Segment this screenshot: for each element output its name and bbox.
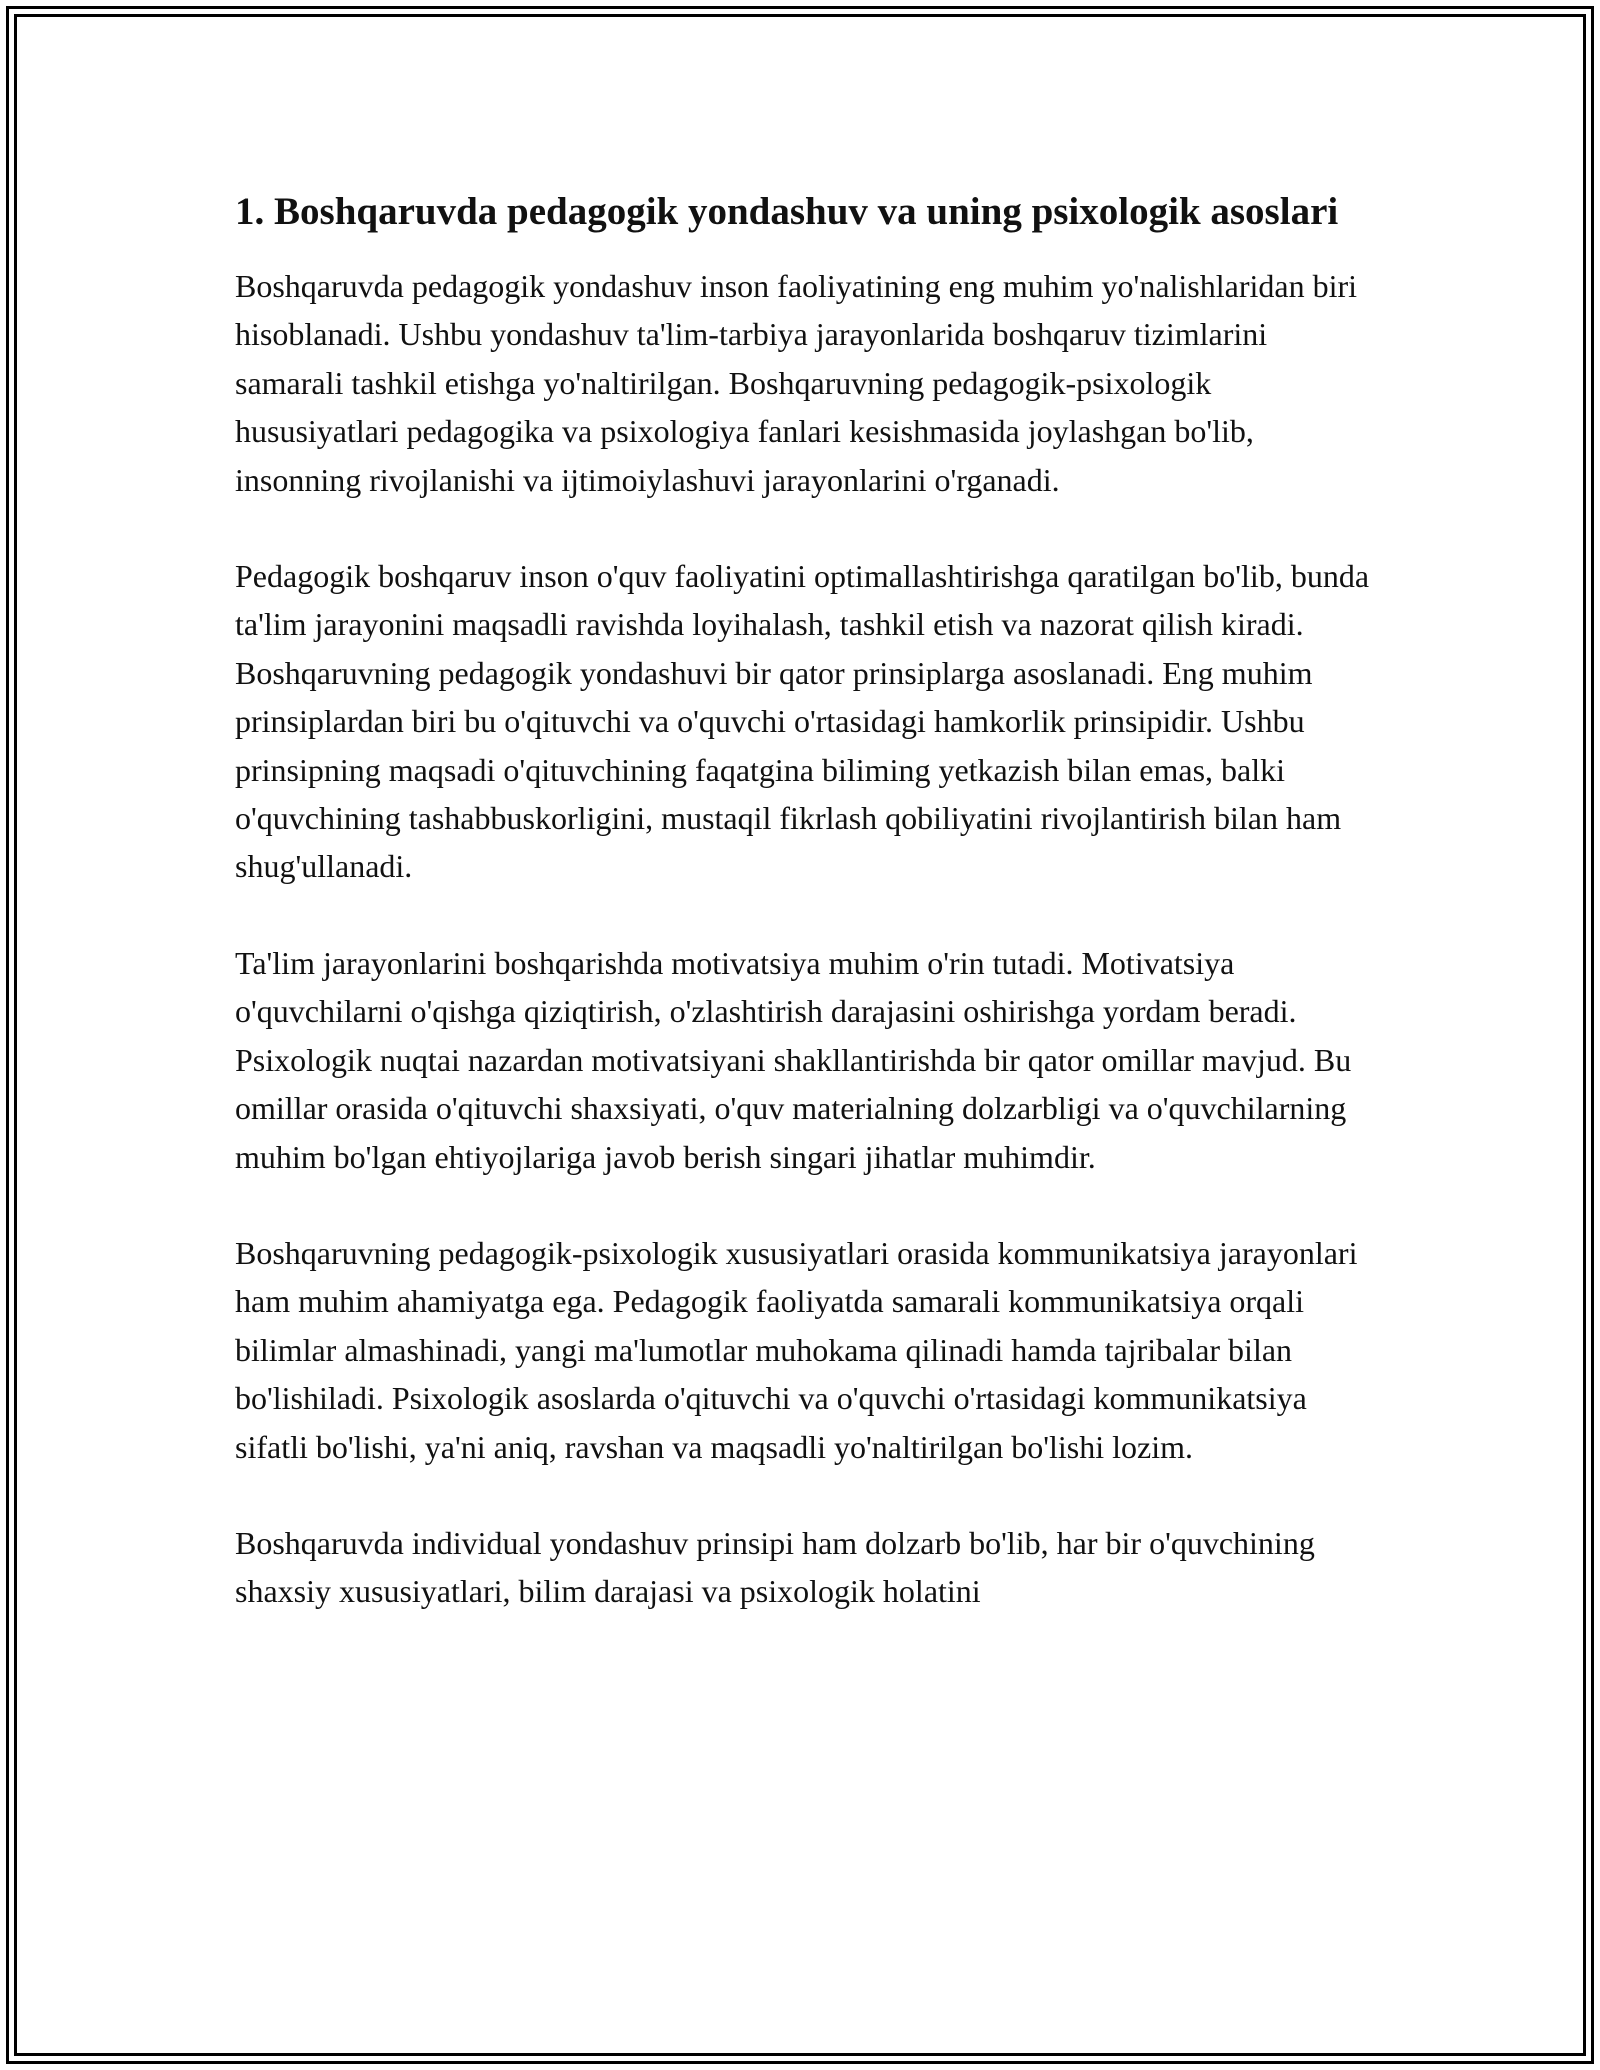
paragraph: Boshqaruvda pedagogik yondashuv inson faoliyatining eng muhim yo'nalishlaridan biri hisoblanadi. Ushbu yondashuv ta'lim-tarbiya jarayonlarida boshqaruv tizimlarini samarali tashkil etishga yo'naltirilgan. Boshqaruvning pedagogik-psixologik hususiyatlari pedagogika va psixologiya fanlari kesishmasida joylashgan bo'lib, insonning rivojlanishi va ijtimoiylashuvi jarayonlarini o'rganadi.	[235, 268, 1358, 498]
paragraph: Ta'lim jarayonlarini boshqarishda motivatsiya muhim o'rin tutadi. Motivatsiya o'quvchilarni o'qishga qiziqtirish, o'zlashtirish darajasini oshirishga yordam beradi. Psixologik nuqtai nazardan motivatsiyani shakllantirishda bir qator omillar mavjud. Bu omillar orasida o'qituvchi shaxsiyati, o'quv materialning dolzarbligi va o'quvchilarning muhim bo'lgan ehtiyojlariga javob berish singari jihatlar muhimdir.	[235, 944, 1352, 1175]
section-heading: 1. Boshqaruvda pedagogik yondashuv va uning psixologik asoslari	[235, 190, 1339, 233]
paragraph: Boshqaruvning pedagogik-psixologik xususiyatlari orasida kommunikatsiya jarayonlari ham muhim ahamiyatga ega. Pedagogik faoliyatda samarali kommunikatsiya orqali bilimlar almashinadi, yangi ma'lumotlar muhokama qilinadi hamda tajribalar bilan bo'lishiladi. Psixologik asoslarda o'qituvchi va o'quvchi o'rtasidagi kommunikatsiya sifatli bo'lishi, ya'ni aniq, ravshan va maqsadli yo'naltirilgan bo'lishi lozim.	[235, 1234, 1358, 1465]
paragraph: Pedagogik boshqaruv inson o'quv faoliyatini optimallashtirishga qaratilgan bo'lib, bunda ta'lim jarayonini maqsadli ravishda loyihalash, tashkil etish va nazorat qilish kiradi. Boshqaruvning pedagogik yondashuvi bir qator prinsiplarga asoslanadi. Eng muhim prinsiplardan biri bu o'qituvchi va o'quvchi o'rtasidagi hamkorlik prinsipidir. Ushbu prinsipning maqsadi o'qituvchining faqatgina biliming yetkazish bilan emas, balki o'quvchining tashabbuskorligini, mustaqil fikrlash qobiliyatini rivojlantirish bilan ham shug'ullanadi.	[235, 558, 1370, 885]
paragraph: Boshqaruvda individual yondashuv prinsipi ham dolzarb bo'lib, har bir o'quvchining shaxsiy xususiyatlari, bilim darajasi va psixologik holatini	[235, 1524, 1315, 1610]
document-body	[235, 185, 1375, 1664]
